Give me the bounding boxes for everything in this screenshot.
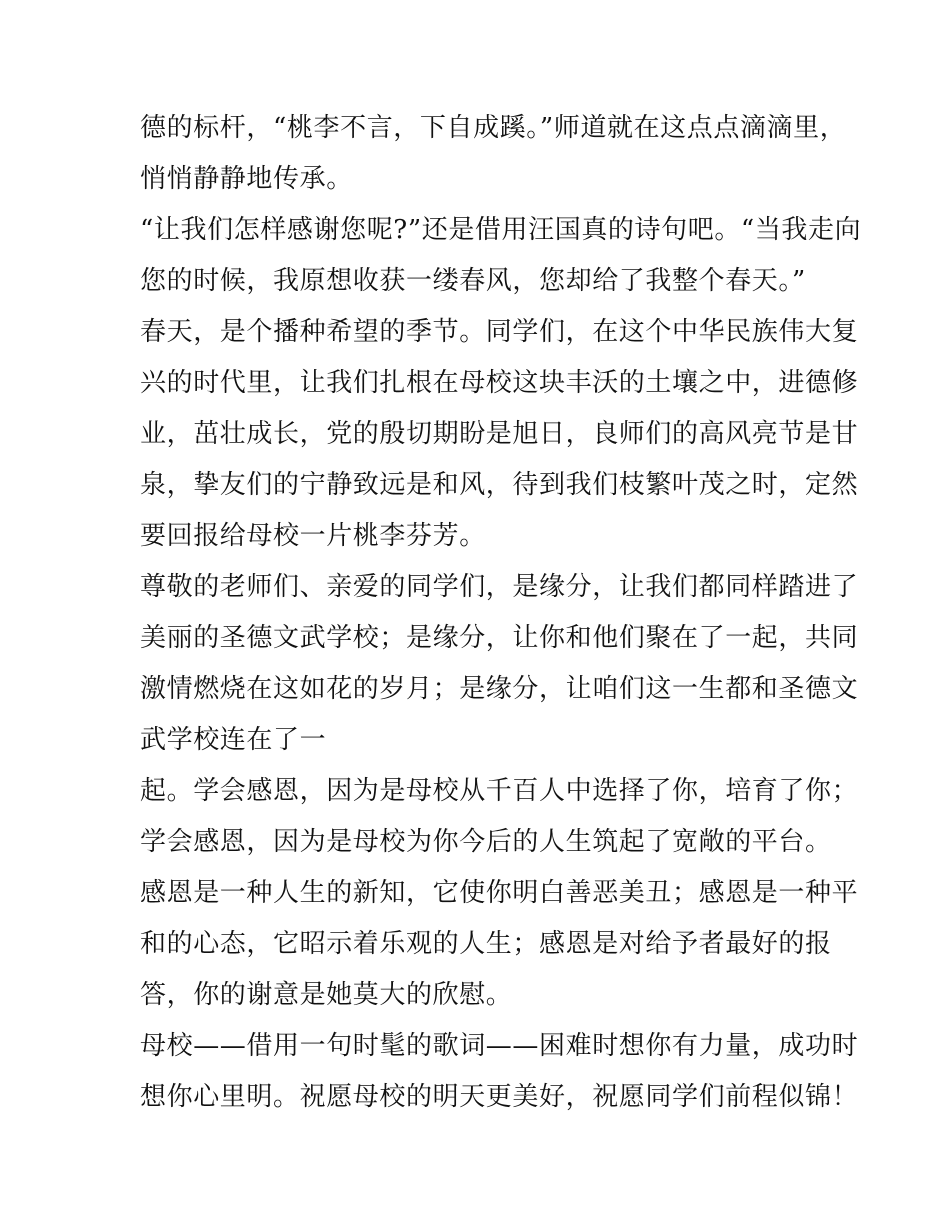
text-line: 泉，挚友们的宁静致远是和风，待到我们枝繁叶茂之时，定然 (140, 470, 859, 500)
text-line: 和的心态，它昭示着乐观的人生；感恩是对给予者最好的报 (140, 929, 832, 959)
text-line: 学会感恩，因为是母校为你今后的人生筑起了宽敞的平台。 (140, 827, 832, 857)
text-line: 武学校连在了一 (140, 725, 327, 755)
text-line: 悄悄静静地传承。 (140, 164, 353, 194)
text-line: 要回报给母校一片桃李芬芳。 (140, 521, 486, 551)
text-line: 母校——借用一句时髦的歌词——困难时想你有力量，成功时 (140, 1031, 859, 1061)
text-line: 起。学会感恩，因为是母校从千百人中选择了你，培育了你； (140, 776, 859, 806)
text-line: 美丽的圣德文武学校；是缘分，让你和他们聚在了一起，共同 (140, 623, 859, 653)
text-line: “让我们怎样感谢您呢?”还是借用汪国真的诗句吧。“当我走向 (140, 215, 862, 245)
text-line: 答，你的谢意是她莫大的欣慰。 (140, 980, 513, 1010)
text-line: 业，茁壮成长，党的殷切期盼是旭日，良师们的高风亮节是甘 (140, 419, 859, 449)
text-line: 感恩是一种人生的新知，它使你明白善恶美丑；感恩是一种平 (140, 878, 859, 908)
text-line: 春天，是个播种希望的季节。同学们，在这个中华民族伟大复 (140, 317, 859, 347)
text-line: 激情燃烧在这如花的岁月；是缘分，让咱们这一生都和圣德文 (140, 674, 859, 704)
text-line: 德的标杆，“桃李不言，下自成蹊。”师道就在这点点滴滴里， (140, 113, 847, 143)
text-line: 您的时候，我原想收获一缕春风，您却给了我整个春天。” (140, 266, 806, 296)
document-body (140, 103, 862, 1123)
text-line: 尊敬的老师们、亲爱的同学们，是缘分，让我们都同样踏进了 (140, 572, 859, 602)
text-line: 兴的时代里，让我们扎根在母校这块丰沃的土壤之中，进德修 (140, 368, 859, 398)
text-line: 想你心里明。祝愿母校的明天更美好，祝愿同学们前程似锦！ (140, 1082, 859, 1112)
